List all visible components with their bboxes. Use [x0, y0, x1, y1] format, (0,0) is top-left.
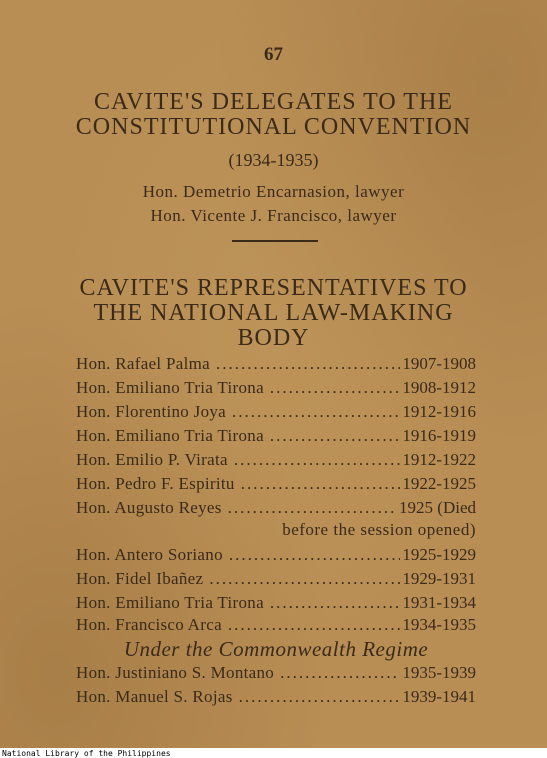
representative-name: Hon. Emilio P. Virata	[76, 450, 228, 469]
leader-dots	[216, 354, 400, 374]
representative-term: 1935-1939	[402, 663, 476, 682]
page-number: 67	[264, 44, 283, 65]
representatives-heading	[0, 276, 547, 351]
representative-term: 1912-1922	[402, 450, 476, 469]
leader-dots	[229, 545, 400, 565]
representative-name: Hon. Francisco Arca	[76, 615, 222, 634]
representative-row	[76, 354, 476, 374]
delegates-heading	[0, 90, 547, 140]
leader-dots	[234, 450, 401, 470]
representative-name: Hon. Antero Soriano	[76, 545, 223, 564]
library-credit: National Library of the Philippines	[2, 749, 171, 758]
leader-dots	[232, 402, 400, 422]
leader-dots	[209, 569, 400, 589]
representative-row	[76, 498, 476, 518]
representative-row	[76, 450, 476, 470]
representative-name: Hon. Fidel Ibañez	[76, 569, 204, 588]
representative-row	[76, 615, 476, 635]
section-divider	[232, 240, 318, 242]
representative-term: 1922-1925	[402, 474, 476, 493]
representative-term: 1907-1908	[402, 354, 476, 373]
representative-term: 1925-1929	[402, 545, 476, 564]
leader-dots	[270, 426, 400, 446]
leader-dots	[228, 498, 397, 518]
representative-name: Hon. Florentino Joya	[76, 402, 227, 421]
representative-name: Hon. Rafael Palma	[76, 354, 210, 373]
delegates-heading-line: CAVITE'S DELEGATES TO THE	[94, 89, 453, 115]
representatives-heading-line: BODY	[237, 325, 310, 351]
representative-row	[76, 426, 476, 446]
representative-row	[76, 474, 476, 494]
representative-row	[76, 402, 476, 422]
representatives-heading-line: THE NATIONAL LAW-MAKING	[93, 300, 454, 326]
leader-dots	[270, 378, 400, 398]
representative-term: 1929-1931	[402, 569, 476, 588]
representative-term: 1934-1935	[402, 615, 476, 634]
representative-name: Hon. Manuel S. Rojas	[76, 687, 233, 706]
representative-name: Hon. Pedro F. Espiritu	[76, 474, 235, 493]
representative-name: Hon. Emiliano Tria Tirona	[76, 593, 264, 612]
representative-row	[76, 663, 476, 683]
representative-term: 1931-1934	[402, 593, 476, 612]
representative-row	[76, 545, 476, 565]
representative-name: Hon. Emiliano Tria Tirona	[76, 426, 264, 445]
delegate-entry: Hon. Vicente J. Francisco, lawyer	[150, 206, 397, 225]
representative-name: Hon. Justiniano S. Montano	[76, 663, 275, 682]
representative-term: 1912-1916	[402, 402, 476, 421]
representative-term: 1925 (Died	[399, 498, 476, 517]
representative-name: Hon. Emiliano Tria Tirona	[76, 378, 264, 397]
convention-years: (1934-1935)	[228, 150, 319, 170]
delegate-entry: Hon. Demetrio Encarnasion, lawyer	[142, 182, 405, 201]
representative-row	[76, 687, 476, 707]
representative-row	[76, 593, 476, 613]
leader-dots	[241, 474, 401, 494]
leader-dots	[270, 593, 400, 613]
leader-dots	[280, 663, 400, 683]
leader-dots	[228, 615, 400, 635]
representative-term: 1916-1919	[402, 426, 476, 445]
representative-term: 1908-1912	[402, 378, 476, 397]
delegates-heading-line: CONSTITUTIONAL CONVENTION	[75, 114, 472, 140]
representative-term: 1939-1941	[402, 687, 476, 706]
representatives-heading-line: CAVITE'S REPRESENTATIVES TO	[79, 275, 468, 301]
representative-row	[76, 378, 476, 398]
representative-row	[76, 569, 476, 589]
leader-dots	[239, 687, 401, 707]
representative-note: before the session opened)	[282, 520, 476, 539]
commonwealth-heading: Under the Commonwealth Regime	[123, 637, 429, 661]
representative-name: Hon. Augusto Reyes	[76, 498, 222, 517]
